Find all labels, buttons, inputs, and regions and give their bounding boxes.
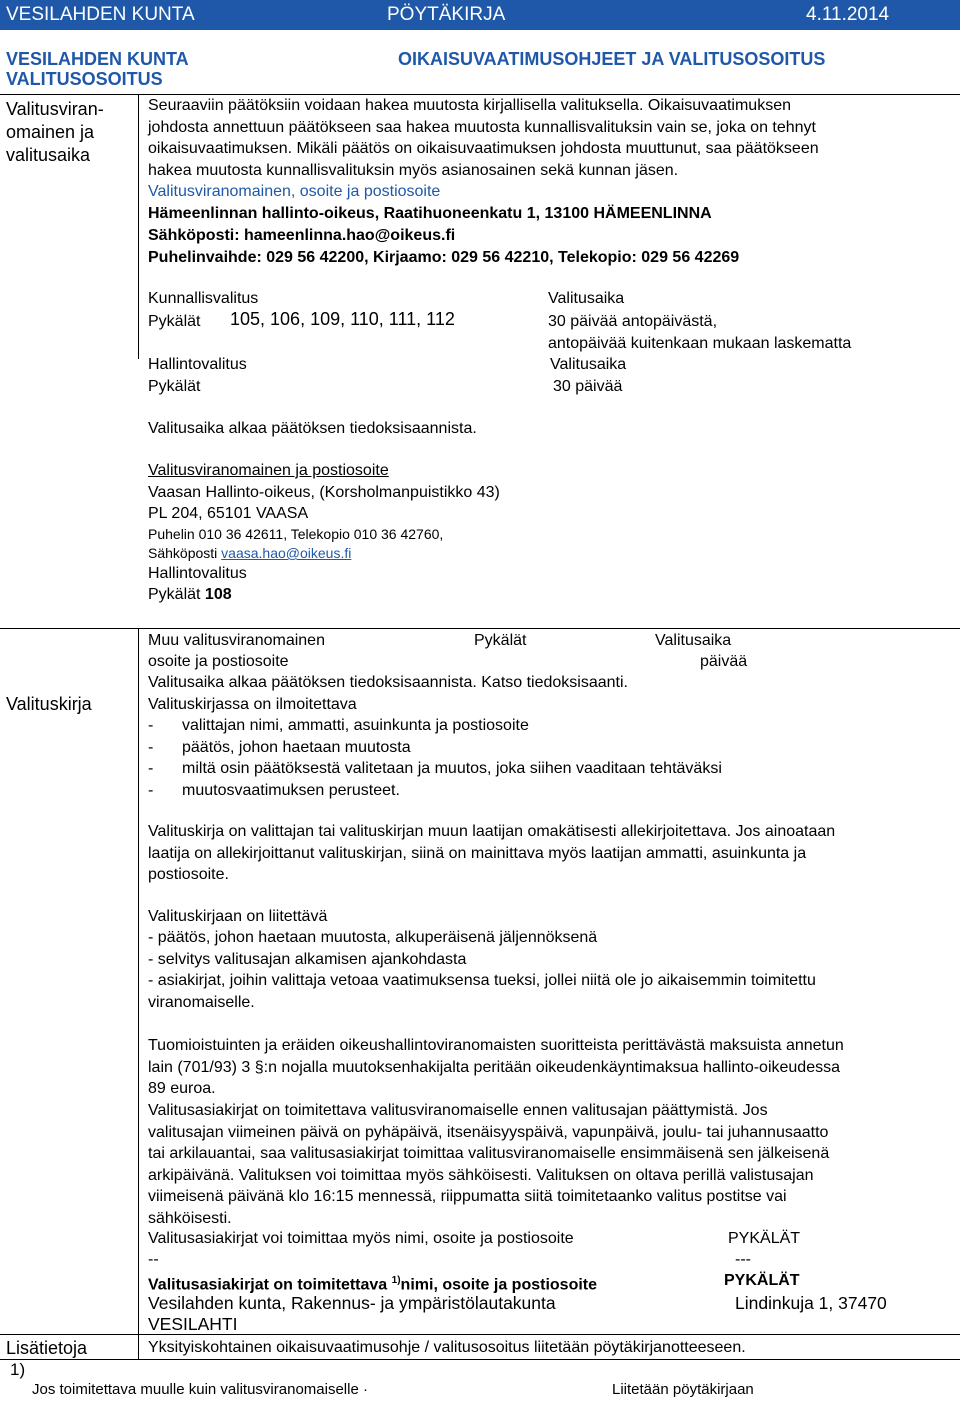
divider-footer	[0, 1359, 960, 1360]
text-line: viimeisenä päivänä klo 16:15 mennessä, riippumatta siitä toimitetaanko valitus postitse vai	[148, 1188, 787, 1205]
title-right: OIKAISUVAATIMUSOHJEET JA VALITUSOSOITUS	[398, 49, 826, 69]
vaasa-phone: Puhelin 010 36 42611, Telekopio 010 36 42760,	[148, 526, 444, 542]
vaasa-email-link[interactable]: vaasa.hao@oikeus.fi	[221, 545, 352, 561]
kunnallisvalitus-label: Kunnallisvalitus	[148, 290, 259, 307]
label-valitusviranomainen	[6, 98, 104, 167]
list-item-text: päätös, johon haetaan muutosta	[182, 738, 411, 756]
pykalat-label-1: Pykälät	[148, 313, 201, 330]
text-line: arkipäivänä. Valituksen voi toimittaa myös sähköisesti. Valituksen on oltava perillä valistusajan	[148, 1166, 814, 1184]
intro-paragraph	[148, 95, 819, 181]
list-item: - muutosvaatimuksen perusteet.	[148, 781, 400, 799]
header-org: VESILAHDEN KUNTA	[6, 4, 195, 25]
list-item-text: valittajan nimi, ammatti, asuinkunta ja postiosoite	[182, 717, 529, 734]
vaasa-line2: PL 204, 65101 VAASA	[148, 505, 309, 522]
list-item: - asiakirjat, joihin valittaja vetoaa vaatimuksensa tueksi, jollei niitä ole jo aikaisemmin toimitettu	[148, 972, 816, 989]
divider-lisatietoja	[0, 1334, 960, 1335]
text-line: postiosoite.	[148, 866, 229, 883]
delivery-paragraph	[148, 1100, 829, 1229]
section2-pykalat: Pykälät	[474, 632, 527, 649]
list-item: - miltä osin päätöksestä valitetaan ja muutos, joka siihen vaaditaan tehtäväksi	[148, 760, 722, 777]
text-line: Valitusasiakirjat on toimitettava valitusviranomaiselle ennen valitusajan päättymistä. Jos	[148, 1102, 768, 1119]
text-line: 89 euroa.	[148, 1080, 216, 1097]
page-header	[0, 0, 960, 30]
vaasa-email-label: Sähköposti	[148, 545, 222, 561]
muu-viranomainen: Muu valitusviranomainen	[148, 632, 325, 649]
text-line: hakea muutosta kunnallisvalituksin myös asianosainen sekä kunnan jäsen.	[148, 161, 679, 179]
header-doc-type: PÖYTÄKIRJA	[387, 4, 506, 25]
fee-paragraph	[148, 1035, 844, 1100]
vaasa-line1: Vaasan Hallinto-oikeus, (Korsholmanpuistikko 43)	[148, 484, 500, 501]
list-item: - valittajan nimi, ammatti, asuinkunta ja postiosoite	[148, 717, 529, 734]
authority-name: Hämeenlinnan hallinto-oikeus, Raatihuoneenkatu 1, 13100 HÄMEENLINNA	[148, 205, 712, 222]
vaasa-heading: Valitusviranomainen ja postiosoite	[148, 462, 389, 479]
vaasa-type: Hallintovalitus	[148, 565, 247, 582]
recipient-city: VESILAHTI	[148, 1314, 238, 1334]
vaasa-pykalat-label: Pykälät	[148, 586, 201, 603]
label-line: valitusaika	[6, 145, 91, 165]
start-note-1: Valitusaika alkaa päätöksen tiedoksisaannista.	[148, 420, 477, 437]
list-item-text: muutosvaatimuksen perusteet.	[182, 781, 400, 799]
text-line: laatija on allekirjoittanut valituskirjan, siinä on mainittava myös laatijan ammatti, asuinkunta ja	[148, 844, 807, 862]
pykalat-label-2: Pykälät	[148, 378, 201, 395]
attachments-heading: Valituskirjaan on liitettävä	[148, 908, 328, 925]
deliver-also: Valitusasiakirjat voi toimittaa myös nimi, osoite ja postiosoite	[148, 1230, 574, 1247]
text-line: Valituskirja on valittajan tai valituskirjan muun laatijan omakätisesti allekirjoitettava. Jos ainoataan	[148, 823, 836, 840]
label-lisatietoja: Lisätietoja	[6, 1338, 88, 1358]
dash-right: ---	[735, 1251, 751, 1268]
label-valituskirja: Valituskirja	[6, 694, 92, 714]
section2-paivaa: päivää	[700, 653, 748, 670]
recipient-address: Lindinkuja 1, 37470	[735, 1293, 887, 1313]
vaasa-pykalat-value: 108	[204, 586, 232, 603]
authority-phone: Puhelinvaihde: 029 56 42200, Kirjaamo: 029 56 42210, Telekopio: 029 56 42269	[148, 249, 740, 266]
column-divider-2	[138, 628, 139, 1359]
valituskirja-heading: Valituskirjassa on ilmoitettava	[148, 696, 357, 713]
period-2: 30 päivää	[553, 378, 623, 395]
title-left-line1: VESILAHDEN KUNTA	[6, 49, 189, 69]
authority-block	[148, 203, 739, 269]
header-date: 4.11.2014	[806, 4, 890, 25]
period-1: 30 päivää antopäivästä,	[548, 313, 718, 330]
footnote-marker: 1)	[10, 1360, 26, 1379]
text-line: Tuomioistuinten ja eräiden oikeushallintoviranomaisten suoritteista perittävästä maksuista annetun	[148, 1037, 844, 1054]
lisatietoja-text: Yksityiskohtainen oikaisuvaatimusohje / valitusosoitus liitetään pöytäkirjanotteeseen.	[148, 1339, 746, 1356]
text-line: Seuraaviin päätöksiin voidaan hakea muutosta kirjallisella valituksella. Oikaisuvaatimuksen	[148, 97, 791, 114]
signing-paragraph	[148, 821, 835, 886]
text-line: johdosta annettuun päätökseen saa hakea muutosta kunnallisvalituksin vain se, joka on tehnyt	[148, 118, 816, 136]
list-item: - selvitys valitusajan alkamisen ajankohdasta	[148, 950, 467, 968]
authority-email: Sähköposti: hameenlinna.hao@oikeus.fi	[148, 227, 456, 244]
valitusaika-label-1: Valitusaika	[548, 290, 625, 307]
text-line: lain (701/93) 3 §:n nojalla muutoksenhakijalta peritään oikeudenkäyntimaksua hallinto-oikeudessa	[148, 1058, 840, 1076]
list-item-text: miltä osin päätöksestä valitetaan ja muutos, joka siihen vaaditaan tehtäväksi	[182, 760, 722, 777]
recipient-name: Vesilahden kunta, Rakennus- ja ympäristölautakunta	[148, 1293, 556, 1313]
section2-osoite: osoite ja postiosoite	[148, 653, 289, 670]
section2-valitusaika: Valitusaika	[655, 632, 732, 649]
vaasa-email-line	[148, 543, 351, 563]
footnote-left: Jos toimitettava muulle kuin valitusviranomaiselle ·	[32, 1381, 368, 1398]
text-line: sähköisesti.	[148, 1209, 232, 1227]
pykalat-caps-bold: PYKÄLÄT	[724, 1272, 800, 1289]
text-line: valitusajan viimeinen päivä on pyhäpäivä, itsenäisyyspäivä, vapunpäivä, joulu- tai juhannusaatto	[148, 1123, 829, 1141]
pykalat-caps: PYKÄLÄT	[728, 1230, 801, 1247]
list-item: - päätös, johon haetaan muutosta	[148, 738, 411, 756]
dash-left: --	[148, 1251, 159, 1268]
pykalat-values-1: 105, 106, 109, 110, 111, 112	[230, 309, 455, 329]
hallintovalitus-label: Hallintovalitus	[148, 356, 247, 373]
section2-start-note: Valitusaika alkaa päätöksen tiedoksisaannista. Katso tiedoksisaanti.	[148, 674, 628, 691]
label-line: Valitusviran-	[6, 99, 104, 119]
label-line: omainen ja	[6, 122, 95, 142]
footnote-right: Liitetään pöytäkirjaan	[612, 1381, 754, 1398]
valituskirja-list	[148, 715, 722, 801]
column-divider-1	[138, 94, 139, 359]
list-item: viranomaiselle.	[148, 993, 255, 1011]
text-line: oikaisuvaatimuksen. Mikäli päätös on oikaisuvaatimuksen johdosta muuttunut, saa päätökseen	[148, 140, 819, 157]
text-line: tai arkilauantai, saa valitusasiakirjat toimittaa valitusviranomaiselle ensimmäisenä sen jälkeisenä	[148, 1145, 830, 1162]
attachments-list	[148, 927, 816, 1013]
footnote-ref: 1)	[391, 1275, 401, 1286]
must-deliver-pre: Valitusasiakirjat on toimitettava	[148, 1276, 392, 1294]
valitusaika-label-2: Valitusaika	[550, 356, 627, 373]
must-deliver-post: nimi, osoite ja postiosoite	[400, 1276, 598, 1294]
list-item: - päätös, johon haetaan muutosta, alkuperäisenä jäljennöksenä	[148, 929, 598, 946]
authority-heading: Valitusviranomainen, osoite ja postiosoite	[148, 183, 441, 200]
vaasa-pykalat	[148, 584, 232, 606]
title-left-line2: VALITUSOSOITUS	[6, 69, 163, 89]
period-1b: antopäivää kuitenkaan mukaan laskematta	[548, 335, 852, 352]
divider-section2	[0, 628, 960, 629]
